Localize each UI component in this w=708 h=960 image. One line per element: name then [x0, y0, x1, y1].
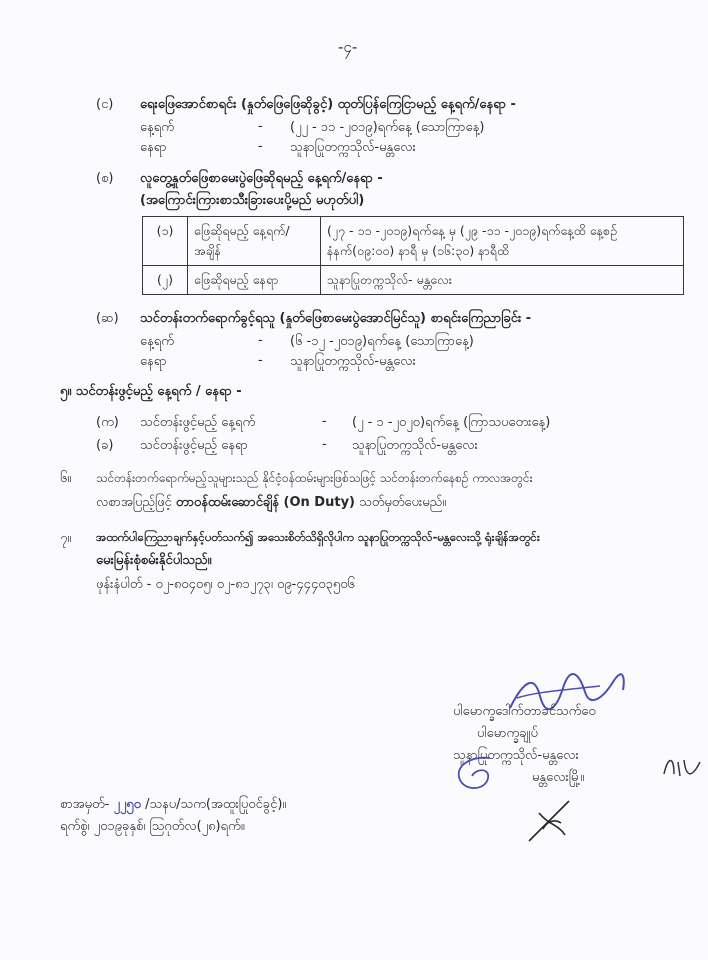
sec6-number: ၆။ [60, 471, 72, 486]
sec5-item-a-value: (၂ - ၁ -၂၀၂၀)ရက်နေ့ (ကြာသပတေးနေ့) [352, 415, 551, 430]
sec7-line2: မေးမြန်းစုံစမ်းနိုင်ပါသည်။ [96, 553, 212, 568]
phone-numbers: ဖုန်းနံပါတ် - ၀၂-၈၀၄၀၅၊ ၀၂-၈၁၂၇၃၊ ၀၉-၄၄၄၀၃၅၀၆ [96, 577, 355, 592]
sec6-line2 [96, 494, 446, 513]
sec-e-date-value: (၆ -၁၂ -၂၀၁၉)ရက်နေ့ (သောကြာနေ့) [290, 334, 474, 349]
sec7-line1: အထက်ပါကြေညာချက်နှင့်ပတ်သက်၍ အသေးစိတ်သိရှိလိုပါက သူနာပြုတက္ကသိုလ်-မန္တလေးသို့ ရုံးချိန်အတွင်း [96, 530, 540, 544]
reference-suffix: /သနပ/သက(အထူးပြုဝင်ခွင့်)။ [145, 797, 287, 812]
sec5-item-b-dash: - [322, 437, 327, 452]
table-row [143, 217, 684, 266]
row-label: ဖြေဆိုရမည့် နေရာ [188, 266, 321, 295]
signatory-university: သူနာပြုတက္ကသိုလ်-မန္တလေး [453, 748, 579, 763]
signatory-name: ပါမောက္ခဒေါက်တာခင်သက်ဝေ [453, 704, 596, 719]
reference-number [60, 796, 286, 815]
sec-d-title: လူတွေ့နှုတ်ဖြေစာမေးပွဲဖြေဆိုရမည့် နေ့ရက်/နေရာ - [140, 171, 383, 186]
table-row [143, 266, 684, 295]
initial-scribble [450, 752, 498, 796]
row-label: ဖြေဆိုရမည့် နေ့ရက်/ အချိန် [188, 217, 321, 266]
signatory-title: ပါမောက္ခချုပ် [477, 726, 538, 741]
sec-c-title: ရေးဖြေအောင်စာရင်း (နှုတ်ဖြေဖြေဆိုခွင့်) ထုတ်ပြန်ကြေငြာမည့် နေ့ရက်/နေရာ - [140, 97, 516, 112]
row-value: (၂၇ - ၁၁ -၂၀၁၉)ရက်နေ့ မှ (၂၉ -၁၁ -၂၀၁၉)ရက်နေ့ထိ နေ့စဉ် နံနက်(၀၉:၀၀) နာရီ မှ (၁၆:၃၀) နာရီထိ [321, 217, 684, 266]
sec-e-title: သင်တန်းတက်ရောက်ခွင့်ရသူ (နှုတ်ဖြေစာမေးပွဲအောင်မြင်သူ) စာရင်းကြေညာခြင်း - [140, 311, 532, 326]
sec-d-subtitle: (အကြောင်းကြားစာသီးခြားပေးပို့မည် မဟုတ်ပါ) [140, 193, 365, 208]
countersign-scribble [660, 752, 704, 782]
sec7-number: ၇။ [60, 531, 72, 546]
sec-c-date-value: (၂၂ - ၁၁ -၂၀၁၉)ရက်နေ့ (သောကြာနေ့) [290, 120, 485, 135]
sec5-item-b-label: သင်တန်းဖွင့်မည့် နေရာ [140, 438, 248, 453]
sec-e-place-label: နေရာ [140, 354, 167, 369]
on-duty-text: တာဝန်ထမ်းဆောင်ချိန် (On Duty) [175, 495, 355, 510]
page-number: -၄- [338, 38, 358, 56]
reference-handwritten-number: ၂၂၅၀ [113, 797, 141, 812]
sec6-line2-end: သတ်မှတ်ပေးမည်။ [359, 495, 447, 510]
sec6-line1: သင်တန်းတက်ရောက်မည့်သူများသည် နိုင်ငံ့ဝန်ထမ်းများဖြစ်သဖြင့် သင်တန်းတက်နေစဉ် ကာလအတွင်း [96, 471, 533, 485]
sec-c-dash1: - [258, 119, 263, 134]
row-number: (၁) [143, 217, 188, 266]
row-value: သူနာပြုတက္ကသိုလ်- မန္တလေး [321, 266, 684, 295]
sec5-item-b-no: (ခ) [96, 438, 114, 453]
sec-d-label: (စ) [96, 171, 114, 186]
sec-c-date-label: နေ့ရက် [140, 120, 174, 135]
sec6-line2-start: လစာအပြည့်ဖြင့် [96, 495, 172, 510]
sec-c-dash2: - [258, 139, 263, 154]
sec-e-label: (ဆ) [96, 311, 119, 326]
sec-e-place-value: သူနာပြုတက္ကသိုလ်-မန္တလေး [290, 354, 416, 369]
sec-e-dash2: - [258, 353, 263, 368]
signatory-city: မန္တလေးမြို့။ [532, 770, 585, 785]
row-number: (၂) [143, 266, 188, 295]
sec-c-label: (င) [96, 97, 114, 112]
exam-schedule-table [142, 216, 684, 295]
sec-c-place-label: နေရာ [140, 140, 167, 155]
sec-e-dash1: - [258, 333, 263, 348]
sec5-item-a-dash: - [322, 414, 327, 429]
sec5-item-a-no: (က) [96, 415, 119, 430]
reference-date: ရက်စွဲ၊ ၂၀၁၉ခုနှစ်၊ ဩဂုတ်လ(၂၈)ရက်။ [60, 819, 245, 834]
sec5-item-b-value: သူနာပြုတက္ကသိုလ်-မန္တလေး [352, 438, 478, 453]
sec5-title: ၅။ သင်တန်းဖွင့်မည့် နေ့ရက် / နေရာ - [60, 384, 242, 399]
reference-prefix: စာအမှတ်- [60, 797, 110, 812]
sec-c-place-value: သူနာပြုတက္ကသိုလ်-မန္တလေး [290, 140, 416, 155]
sec5-item-a-label: သင်တန်းဖွင့်မည့် နေ့ရက် [140, 415, 256, 430]
sec-e-date-label: နေ့ရက် [140, 334, 174, 349]
mark-scribble [525, 795, 575, 845]
